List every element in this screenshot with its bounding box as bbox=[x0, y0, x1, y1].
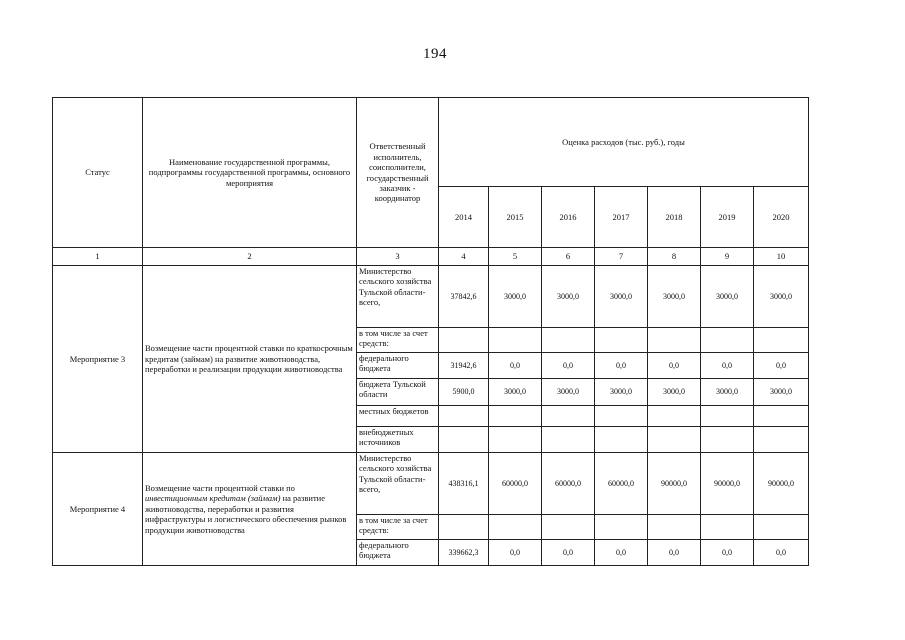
expense-value-2015: 0,0 bbox=[489, 353, 542, 379]
column-number: 5 bbox=[489, 248, 542, 266]
expense-value-2019: 3000,0 bbox=[701, 266, 754, 328]
expense-value-2017: 3000,0 bbox=[595, 266, 648, 328]
expense-value-2020: 3000,0 bbox=[754, 379, 809, 406]
header-year: 2014 bbox=[439, 187, 489, 248]
funding-source: местных бюджетов bbox=[357, 406, 439, 427]
header-year: 2019 bbox=[701, 187, 754, 248]
expense-value-2018 bbox=[648, 328, 701, 353]
header-year: 2017 bbox=[595, 187, 648, 248]
expense-value-2016 bbox=[542, 406, 595, 427]
header-responsible: Ответственный исполнитель, соисполнители, государственный заказчик - координатор bbox=[357, 98, 439, 248]
column-number: 1 bbox=[53, 248, 143, 266]
activity-name-text: на развитие животноводства, переработки и развития инфраструктуры и логистического обеспечения рынков продукции животноводства bbox=[145, 493, 347, 535]
expense-value-2016: 3000,0 bbox=[542, 379, 595, 406]
expense-value-2019 bbox=[701, 515, 754, 540]
expense-value-2019: 3000,0 bbox=[701, 379, 754, 406]
table-header bbox=[53, 98, 809, 266]
funding-source: в том числе за счет средств: bbox=[357, 515, 439, 540]
expense-value-2015: 60000,0 bbox=[489, 453, 542, 515]
expense-value-2019: 0,0 bbox=[701, 540, 754, 566]
expense-value-2014: 5900,0 bbox=[439, 379, 489, 406]
activity-name-text: инвестиционным кредитам (займам) bbox=[145, 493, 281, 504]
column-number: 3 bbox=[357, 248, 439, 266]
expense-value-2019 bbox=[701, 427, 754, 453]
expense-value-2014: 339662,3 bbox=[439, 540, 489, 566]
header-year: 2016 bbox=[542, 187, 595, 248]
expense-value-2020 bbox=[754, 328, 809, 353]
header-year: 2018 bbox=[648, 187, 701, 248]
activity-name-text: Возмещение части процентной ставки по краткосрочным кредитам (займам) на развитие животноводства, переработки и реализации продукции животноводства bbox=[145, 343, 353, 375]
expense-value-2016: 0,0 bbox=[542, 353, 595, 379]
funding-source: Министерство сельского хозяйства Тульской области- всего, bbox=[357, 453, 439, 515]
expense-value-2017: 0,0 bbox=[595, 353, 648, 379]
expense-value-2015 bbox=[489, 328, 542, 353]
expense-value-2016 bbox=[542, 328, 595, 353]
expense-value-2020 bbox=[754, 515, 809, 540]
expense-value-2017 bbox=[595, 427, 648, 453]
expense-value-2017 bbox=[595, 328, 648, 353]
expense-value-2014 bbox=[439, 406, 489, 427]
funding-source: в том числе за счет средств: bbox=[357, 328, 439, 353]
expense-value-2018 bbox=[648, 427, 701, 453]
expense-value-2020: 0,0 bbox=[754, 540, 809, 566]
page-number: 194 bbox=[423, 46, 447, 62]
expense-value-2017 bbox=[595, 515, 648, 540]
expense-value-2018 bbox=[648, 515, 701, 540]
expense-value-2015 bbox=[489, 427, 542, 453]
expense-value-2020: 0,0 bbox=[754, 353, 809, 379]
funding-source: федерального бюджета bbox=[357, 540, 439, 566]
expense-value-2019: 90000,0 bbox=[701, 453, 754, 515]
expense-value-2015: 3000,0 bbox=[489, 266, 542, 328]
expense-value-2020 bbox=[754, 427, 809, 453]
header-year: 2020 bbox=[754, 187, 809, 248]
activity-status: Мероприятие 4 bbox=[53, 453, 143, 566]
activity-status: Мероприятие 3 bbox=[53, 266, 143, 453]
column-number: 6 bbox=[542, 248, 595, 266]
expense-value-2018: 3000,0 bbox=[648, 266, 701, 328]
expense-value-2018 bbox=[648, 406, 701, 427]
column-number: 8 bbox=[648, 248, 701, 266]
expense-value-2014: 37842,6 bbox=[439, 266, 489, 328]
column-number: 9 bbox=[701, 248, 754, 266]
expense-value-2019: 0,0 bbox=[701, 353, 754, 379]
expense-value-2015 bbox=[489, 406, 542, 427]
column-number: 2 bbox=[143, 248, 357, 266]
activities-body bbox=[53, 266, 809, 566]
activity-name bbox=[143, 453, 357, 566]
expense-value-2020 bbox=[754, 406, 809, 427]
expense-value-2016: 0,0 bbox=[542, 540, 595, 566]
header-year: 2015 bbox=[489, 187, 542, 248]
expense-value-2015 bbox=[489, 515, 542, 540]
budget-table bbox=[52, 97, 809, 566]
expense-value-2017 bbox=[595, 406, 648, 427]
expense-value-2014 bbox=[439, 427, 489, 453]
expense-value-2020: 90000,0 bbox=[754, 453, 809, 515]
expense-value-2019 bbox=[701, 406, 754, 427]
expense-value-2015: 3000,0 bbox=[489, 379, 542, 406]
expense-value-2015: 0,0 bbox=[489, 540, 542, 566]
activity-name-text: Возмещение части процентной ставки по bbox=[145, 483, 295, 494]
expense-value-2014 bbox=[439, 515, 489, 540]
header-status: Статус bbox=[53, 98, 143, 248]
column-number: 7 bbox=[595, 248, 648, 266]
expense-value-2016: 3000,0 bbox=[542, 266, 595, 328]
expense-value-2018: 3000,0 bbox=[648, 379, 701, 406]
header-estimate: Оценка расходов (тыс. руб.), годы bbox=[439, 98, 809, 187]
expense-value-2020: 3000,0 bbox=[754, 266, 809, 328]
table-row bbox=[53, 453, 809, 515]
expense-value-2016 bbox=[542, 427, 595, 453]
expense-value-2016: 60000,0 bbox=[542, 453, 595, 515]
table-row bbox=[53, 266, 809, 328]
expense-value-2014 bbox=[439, 328, 489, 353]
column-number: 4 bbox=[439, 248, 489, 266]
activity-name bbox=[143, 266, 357, 453]
expense-value-2014: 31942,6 bbox=[439, 353, 489, 379]
column-numbers-row bbox=[53, 248, 809, 266]
expense-value-2018: 0,0 bbox=[648, 353, 701, 379]
expense-value-2014: 438316,1 bbox=[439, 453, 489, 515]
funding-source: внебюджетных источников bbox=[357, 427, 439, 453]
expense-value-2017: 0,0 bbox=[595, 540, 648, 566]
funding-source: бюджета Тульской области bbox=[357, 379, 439, 406]
column-number: 10 bbox=[754, 248, 809, 266]
expense-value-2017: 3000,0 bbox=[595, 379, 648, 406]
expense-value-2017: 60000,0 bbox=[595, 453, 648, 515]
expense-value-2018: 0,0 bbox=[648, 540, 701, 566]
expense-value-2019 bbox=[701, 328, 754, 353]
header-name: Наименование государственной программы, подпрограммы государственной программы, основного мероприятия bbox=[143, 98, 357, 248]
funding-source: Министерство сельского хозяйства Тульской области- всего, bbox=[357, 266, 439, 328]
expense-value-2016 bbox=[542, 515, 595, 540]
funding-source: федерального бюджета bbox=[357, 353, 439, 379]
expense-value-2018: 90000,0 bbox=[648, 453, 701, 515]
